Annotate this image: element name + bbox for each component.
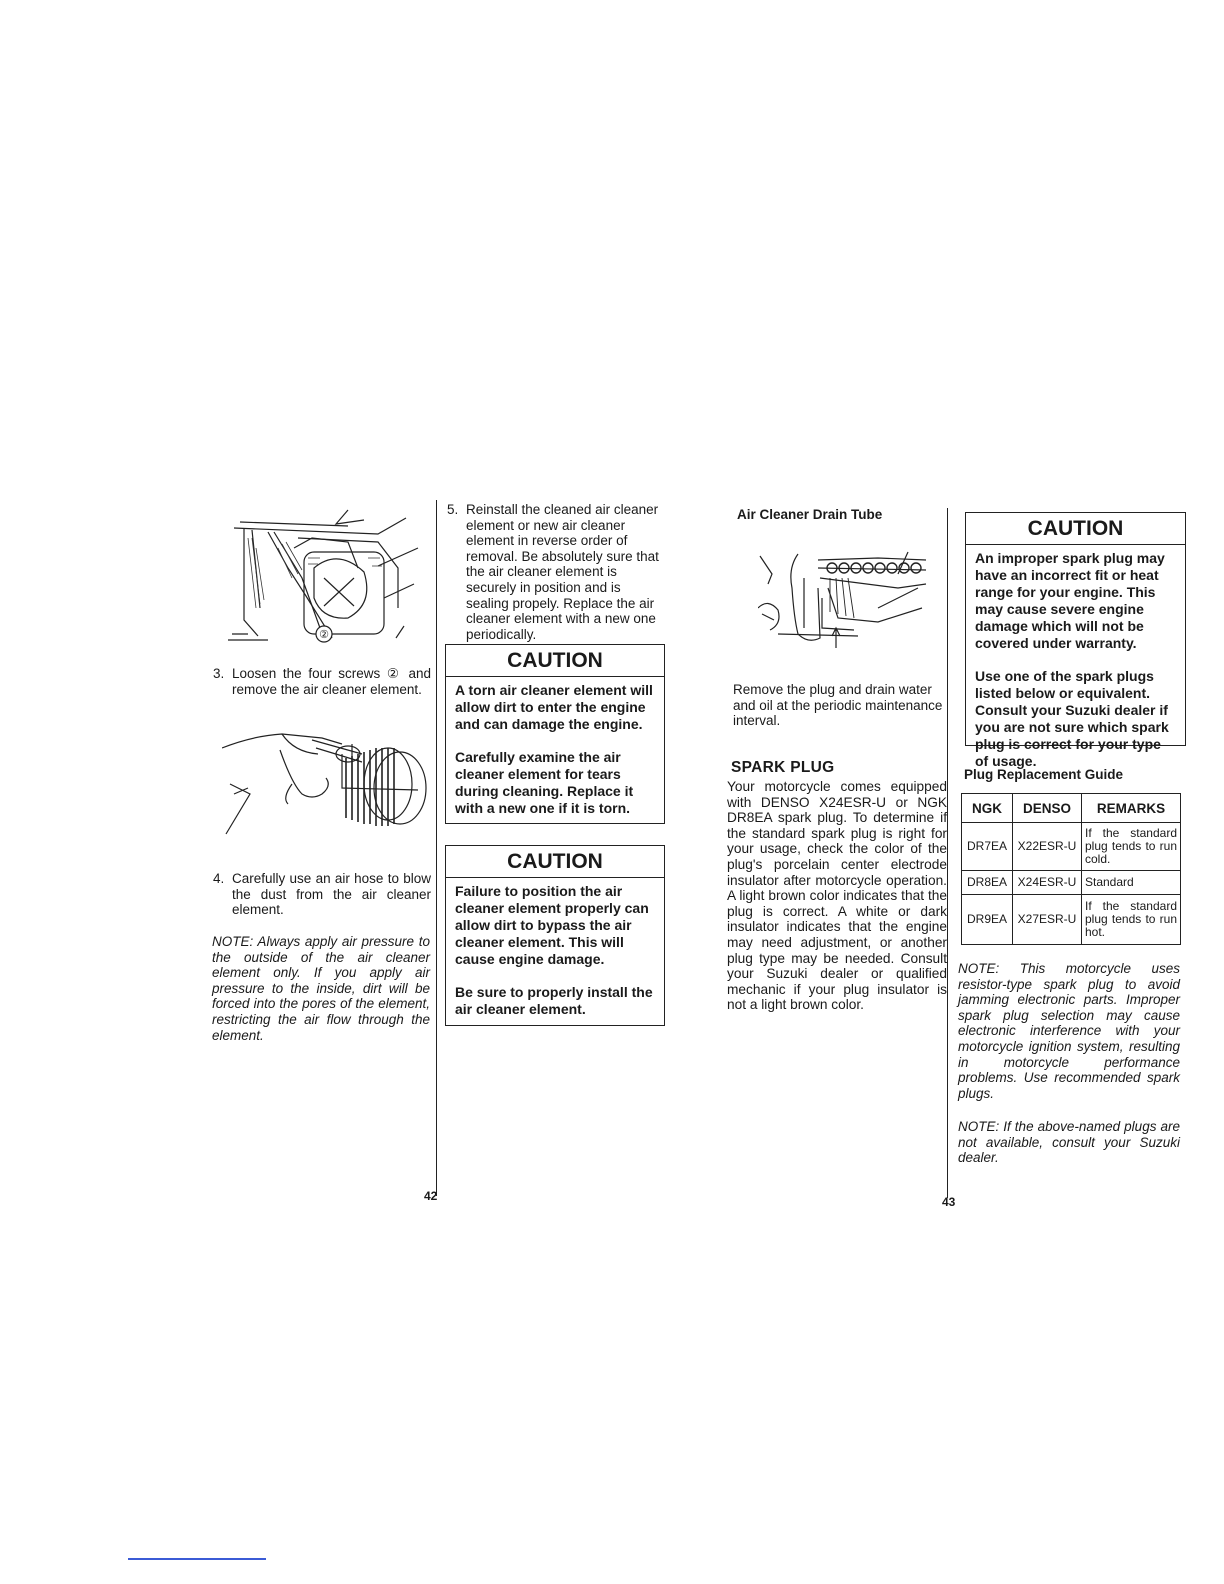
step-3 [213, 666, 431, 697]
caution-box-spark-plug [965, 512, 1186, 769]
caution-instruction-text: Carefully examine the air cleaner element for tears during cleaning. Replace it with a new one if it is torn. [455, 749, 634, 816]
drain-tube-text: Remove the plug and drain water and oil at the periodic maintenance interval. [733, 682, 943, 729]
plug-replacement-table [961, 793, 1181, 945]
column-header-remarks: REMARKS [1082, 794, 1181, 823]
drain-tube-heading: Air Cleaner Drain Tube [737, 507, 883, 522]
table-header-row [962, 794, 1181, 823]
air-hose-illustration [222, 724, 432, 836]
remarks-cell: If the standard plug tends to run hot. [1082, 895, 1181, 945]
step-4-text: Carefully use an air hose to blow the dust from the air cleaner element. [232, 871, 431, 918]
caution-instruction-text: Use one of the spark plugs listed below or equivalent. Consult your Suzuki dealer if you are not sure which spark plug is correct for your type of usage. [975, 668, 1169, 769]
table-row [962, 823, 1181, 871]
callout-2-label: ② [319, 629, 329, 641]
dealer-note: NOTE: If the above-named plugs are not available, consult your Suzuki dealer. [958, 1119, 1180, 1166]
spark-plug-heading: SPARK PLUG [731, 759, 835, 776]
step-4 [213, 871, 431, 918]
denso-cell: X22ESR-U [1013, 823, 1082, 871]
ngk-cell: DR9EA [962, 895, 1013, 945]
denso-cell: X24ESR-U [1013, 871, 1082, 895]
caution-title: CAUTION [446, 645, 664, 677]
plug-guide-heading: Plug Replacement Guide [964, 767, 1124, 782]
caution-warning-text: An improper spark plug may have an incorrect fit or heat range for your engine. This may cause severe engine damage which will not be covered under warranty. [975, 550, 1165, 651]
table-row [962, 895, 1181, 945]
remarks-cell: If the standard plug tends to run cold. [1082, 823, 1181, 871]
denso-cell: X27ESR-U [1013, 895, 1082, 945]
caution-title: CAUTION [966, 513, 1185, 545]
caution-box-torn-element [445, 644, 665, 824]
step-5-text: Reinstall the cleaned air cleaner element or new air cleaner element in reverse order of removal. Be absolutely sure that the air cleaner element is securely in position and is sealing propely. Replace the air cleaner element with a new one periodically. [466, 502, 659, 642]
bottom-rule [128, 1558, 266, 1560]
screws-illustration [228, 508, 424, 650]
resistor-plug-note: NOTE: This motorcycle uses resistor-type spark plug to avoid jamming electronic parts. Improper spark plug selection may cause electronic interference with your motorcycle ignition system, resulting in motorcycle performance problems. Use recommended spark plugs. [958, 961, 1180, 1101]
remarks-cell: Standard [1082, 871, 1181, 895]
left-page-divider [436, 500, 437, 1196]
step-5 [447, 502, 665, 642]
column-header-denso: DENSO [1013, 794, 1082, 823]
step-5-number: 5. [447, 502, 459, 517]
page-number-42: 42 [424, 1189, 438, 1203]
page-number-43: 43 [942, 1195, 956, 1209]
right-page-divider [947, 508, 948, 1198]
caution-box-position-element [445, 845, 665, 1026]
caution-instruction-text: Be sure to properly install the air cleaner element. [455, 984, 653, 1017]
left-note: NOTE: Always apply air pressure to the outside of the air cleaner element only. If you apply air pressure to the inside, dirt will be forced into the pores of the element, restricting the air flow through the element. [212, 934, 430, 1043]
caution-warning-text: A torn air cleaner element will allow dirt to enter the engine and can damage the engine. [455, 682, 653, 732]
spark-plug-text: Your motorcycle comes equipped with DENSO X24ESR-U or NGK DR8EA spark plug. To determine if the standard spark plug is right for your usage, check the color of the plug's porcelain center electrode insulator after motorcycle operation. A light brown color indicates that the plug is correct. A white or dark insulator indicates that the engine may need adjustment, or another plug type may be needed. Consult your Suzuki dealer or qualified mechanic if your plug insulator is not a light brown color. [727, 779, 947, 1013]
step-3-text: Loosen the four screws ② and remove the air cleaner element. [232, 666, 431, 697]
ngk-cell: DR8EA [962, 871, 1013, 895]
step-3-number: 3. [213, 666, 225, 681]
caution-warning-text: Failure to position the air cleaner element properly can allow dirt to bypass the air cleaner element. This will cause engine damage. [455, 883, 649, 967]
step-4-number: 4. [213, 871, 225, 886]
caution-title: CAUTION [446, 846, 664, 878]
column-header-ngk: NGK [962, 794, 1013, 823]
ngk-cell: DR7EA [962, 823, 1013, 871]
table-row [962, 871, 1181, 895]
drain-tube-illustration [758, 548, 930, 652]
